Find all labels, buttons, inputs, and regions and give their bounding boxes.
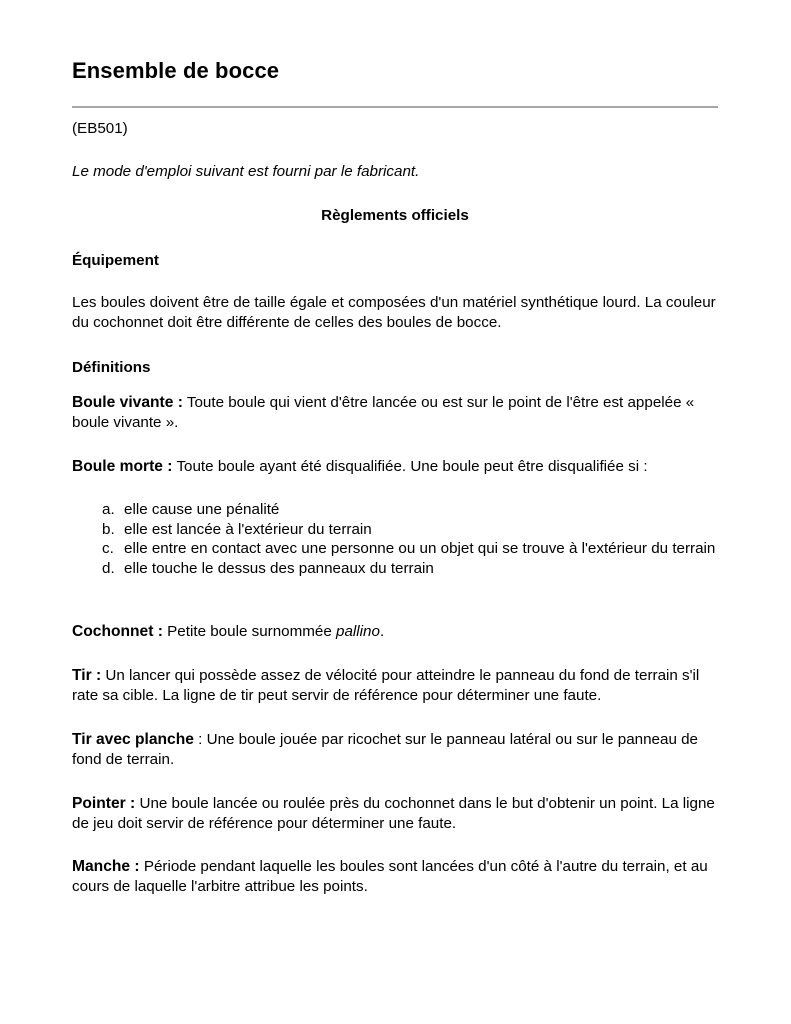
definition-text: Toute boule ayant été disqualifiée. Une boule peut être disqualifiée si : xyxy=(172,458,648,475)
list-marker: b. xyxy=(102,520,115,538)
definition-term: Tir : xyxy=(72,667,102,684)
definition-text: Période pendant laquelle les boules sont lancées d'un côté à l'autre du terrain, et au cours de laquelle l'arbitre attribue les points. xyxy=(72,858,708,895)
definition-text: Un lancer qui possède assez de vélocité pour atteindre le panneau du fond de terrain s'il rate sa cible. La ligne de tir peut servir de référence pour déterminer une faute. xyxy=(72,667,700,704)
list-item xyxy=(72,559,718,579)
definition-tir-avec-planche xyxy=(72,730,718,770)
list-item-text: elle cause une pénalité xyxy=(124,501,280,518)
definition-boule-vivante xyxy=(72,393,718,433)
list-marker: c. xyxy=(102,540,114,557)
page-title: Ensemble de bocce xyxy=(72,58,280,83)
definitions-heading: Définitions xyxy=(72,359,151,376)
list-item-text: elle entre en contact avec une personne ou un objet qui se trouve à l'extérieur du terrain xyxy=(124,540,716,557)
equipment-heading: Équipement xyxy=(72,252,159,269)
title-divider xyxy=(72,106,718,108)
rules-heading: Règlements officiels xyxy=(321,207,469,224)
product-code: (EB501) xyxy=(72,120,128,137)
definition-term: Boule morte : xyxy=(72,458,173,475)
definition-end: . xyxy=(379,623,385,640)
definition-emphasis: pallino xyxy=(336,623,380,640)
definition-term: Manche : xyxy=(72,858,140,875)
definition-term: Pointer : xyxy=(72,795,136,812)
definition-boule-morte xyxy=(72,457,718,477)
list-item xyxy=(72,520,718,540)
list-marker: d. xyxy=(102,559,115,577)
list-marker: a. xyxy=(102,501,115,518)
list-item xyxy=(72,500,718,520)
definition-cochonnet xyxy=(72,622,718,642)
equipment-text: Les boules doivent être de taille égale et composées d'un matériel synthétique lourd. La couleur du cochonnet doit être différente de celles des boules de bocce. xyxy=(72,294,716,331)
list-item-text: elle est lancée à l'extérieur du terrain xyxy=(124,520,372,538)
list-item-text: elle touche le dessus des panneaux du terrain xyxy=(124,559,434,577)
definition-tir xyxy=(72,666,718,706)
intro-text: Le mode d'emploi suivant est fourni par le fabricant. xyxy=(72,163,420,180)
definition-text: Toute boule qui vient d'être lancée ou est sur le point de l'être est appelée « boule vivante ». xyxy=(72,394,695,431)
list-item xyxy=(72,539,718,559)
definition-term: Tir avec planche xyxy=(72,731,194,748)
definition-text: Une boule lancée ou roulée près du cochonnet dans le but d'obtenir un point. La ligne de jeu doit servir de référence pour déterminer une faute. xyxy=(72,795,715,832)
definition-term: Cochonnet : xyxy=(72,623,163,640)
definition-text: : Une boule jouée par ricochet sur le panneau latéral ou sur le panneau de fond de terrain. xyxy=(72,731,699,768)
definition-pointer xyxy=(72,794,718,834)
disqualification-list xyxy=(72,500,718,578)
definition-manche xyxy=(72,857,718,897)
definition-term: Boule vivante : xyxy=(72,394,183,411)
definition-text: Petite boule surnommée xyxy=(162,623,337,640)
